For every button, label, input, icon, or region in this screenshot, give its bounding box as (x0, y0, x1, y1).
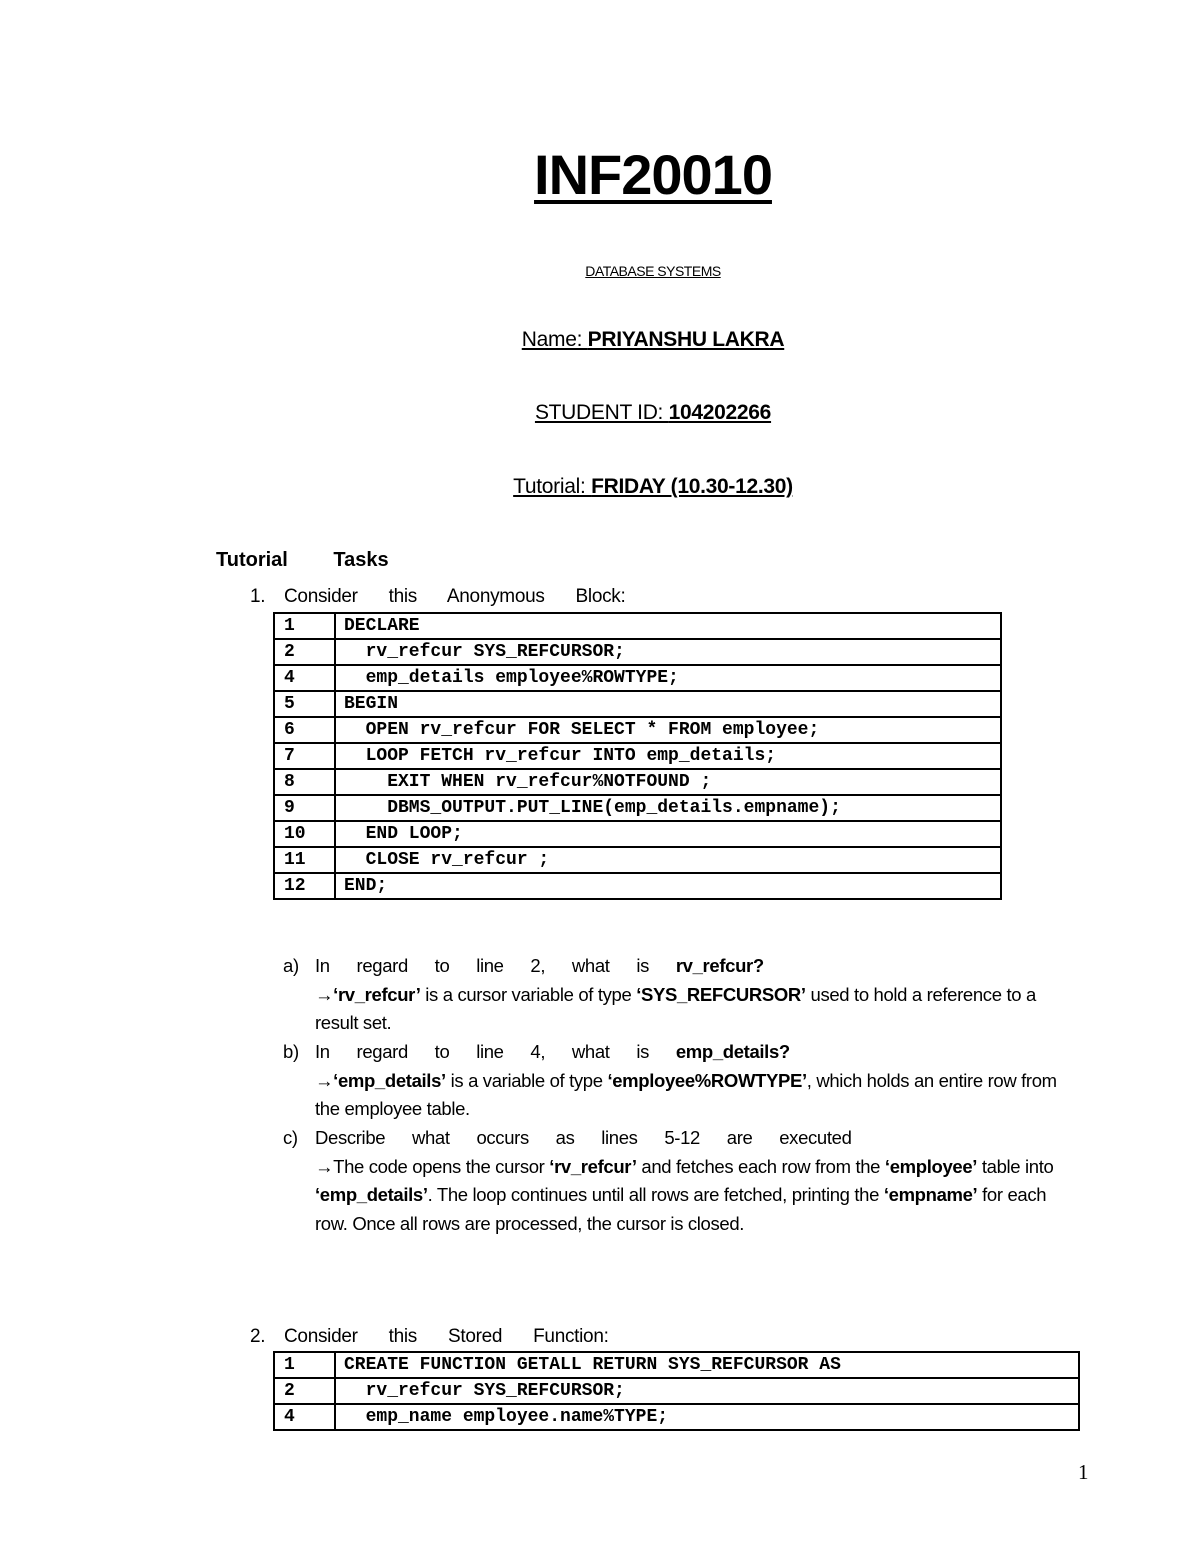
code-row (274, 769, 1001, 795)
arrow-icon: → (315, 1155, 334, 1177)
sub-question-label: c) (283, 1127, 298, 1148)
answer-segment: . The loop continues until all rows are fetched, printing the (427, 1184, 884, 1205)
student-name (0, 328, 1200, 352)
sub-question-a (283, 952, 1083, 1038)
code-text: BEGIN (335, 691, 1001, 717)
code-row (274, 639, 1001, 665)
code-row (274, 795, 1001, 821)
code-text: CREATE FUNCTION GETALL RETURN SYS_REFCURSOR AS (335, 1352, 1079, 1378)
tutorial-value: FRIDAY (10.30-12.30) (591, 475, 793, 498)
code-text: END LOOP; (335, 821, 1001, 847)
code-text: DBMS_OUTPUT.PUT_LINE(emp_details.empname); (335, 795, 1001, 821)
sub-question-text (315, 952, 1083, 981)
line-number: 8 (274, 769, 335, 795)
question-text: Consider this Stored Function: (284, 1326, 609, 1347)
name-value: PRIYANSHU LAKRA (587, 328, 785, 351)
answer-segment: ‘rv_refcur’ (549, 1155, 637, 1177)
section-heading: Tutorial Tasks (216, 549, 389, 571)
code-row (274, 1404, 1079, 1430)
code-row (274, 821, 1001, 847)
arrow-icon: → (315, 1069, 334, 1091)
answer-segment: for each row. Once all rows are processed, the cursor is closed. (315, 1184, 1047, 1234)
answer-segment: is a variable of type (445, 1069, 608, 1091)
code-row (274, 873, 1001, 899)
student-id-label: STUDENT ID: (534, 401, 669, 424)
sub-question-text (315, 1124, 1083, 1153)
line-number: 5 (274, 691, 335, 717)
question-text: Describe what occurs as lines 5-12 are executed (315, 1127, 852, 1148)
code-text: LOOP FETCH rv_refcur INTO emp_details; (335, 743, 1001, 769)
answer-text (315, 1153, 1083, 1239)
answer-segment: ‘rv_refcur’ (333, 983, 421, 1005)
answer-segment: ‘employee%ROWTYPE’ (607, 1069, 807, 1091)
code-table-anonymous-block (273, 612, 1002, 900)
code-text: EXIT WHEN rv_refcur%NOTFOUND ; (335, 769, 1001, 795)
answer-segment: table into (977, 1155, 1054, 1177)
answer-segment: ‘empname’ (883, 1184, 978, 1205)
question-keyword: rv_refcur? (675, 955, 764, 976)
name-label: Name: (521, 328, 588, 351)
answer-text (315, 1067, 1083, 1124)
line-number: 1 (274, 613, 335, 639)
question-number: 2. (250, 1326, 266, 1347)
line-number: 10 (274, 821, 335, 847)
question-number: 1. (250, 586, 266, 607)
page-number: 1 (1078, 1460, 1089, 1484)
code-text: rv_refcur SYS_REFCURSOR; (335, 1378, 1079, 1404)
answer-segment: ‘emp_details’ (315, 1184, 428, 1205)
question-2-prompt (250, 1326, 609, 1348)
code-text: END; (335, 873, 1001, 899)
sub-question-label: b) (283, 1041, 299, 1062)
line-number: 12 (274, 873, 335, 899)
code-text: DECLARE (335, 613, 1001, 639)
code-row (274, 1352, 1079, 1378)
code-row (274, 847, 1001, 873)
code-row (274, 1378, 1079, 1404)
question-text: Consider this Anonymous Block: (284, 586, 626, 607)
code-row (274, 691, 1001, 717)
line-number: 1 (274, 1352, 335, 1378)
code-text: rv_refcur SYS_REFCURSOR; (335, 639, 1001, 665)
sub-question-c (283, 1124, 1083, 1238)
line-number: 6 (274, 717, 335, 743)
answer-segment: The code opens the cursor (333, 1155, 550, 1177)
sub-question-text (315, 1038, 1083, 1067)
answer-segment: , which holds an entire row from the employee table. (315, 1069, 1057, 1119)
line-number: 2 (274, 1378, 335, 1404)
line-number: 2 (274, 639, 335, 665)
answer-segment: ‘emp_details’ (333, 1069, 446, 1091)
line-number: 4 (274, 665, 335, 691)
sub-question-b (283, 1038, 1083, 1124)
question-1-prompt (250, 586, 625, 608)
tutorial-label: Tutorial: (513, 475, 592, 498)
answer-segment: is a cursor variable of type (420, 983, 637, 1005)
code-row (274, 613, 1001, 639)
arrow-icon: → (315, 983, 334, 1005)
tutorial-time (0, 475, 1200, 499)
code-row (274, 743, 1001, 769)
code-text: CLOSE rv_refcur ; (335, 847, 1001, 873)
line-number: 11 (274, 847, 335, 873)
line-number: 4 (274, 1404, 335, 1430)
student-id (0, 401, 1200, 425)
line-number: 9 (274, 795, 335, 821)
code-text: emp_details employee%ROWTYPE; (335, 665, 1001, 691)
code-text: emp_name employee.name%TYPE; (335, 1404, 1079, 1430)
code-row (274, 665, 1001, 691)
code-row (274, 717, 1001, 743)
question-text: In regard to line 2, what is (315, 955, 676, 976)
course-subtitle: DATABASE SYSTEMS (585, 263, 721, 279)
answer-text (315, 981, 1083, 1038)
answer-segment: and fetches each row from the (636, 1155, 885, 1177)
answer-segment: ‘SYS_REFCURSOR’ (636, 983, 806, 1005)
line-number: 7 (274, 743, 335, 769)
question-text: In regard to line 4, what is (315, 1041, 676, 1062)
code-table-stored-function (273, 1351, 1080, 1431)
question-keyword: emp_details? (675, 1041, 790, 1062)
sub-question-label: a) (283, 955, 299, 976)
document-title: INF20010 (534, 143, 772, 206)
student-id-value: 104202266 (668, 401, 772, 424)
answer-segment: used to hold a reference to a result set. (315, 983, 1036, 1033)
code-text: OPEN rv_refcur FOR SELECT * FROM employee; (335, 717, 1001, 743)
answer-segment: ‘employee’ (884, 1155, 978, 1177)
